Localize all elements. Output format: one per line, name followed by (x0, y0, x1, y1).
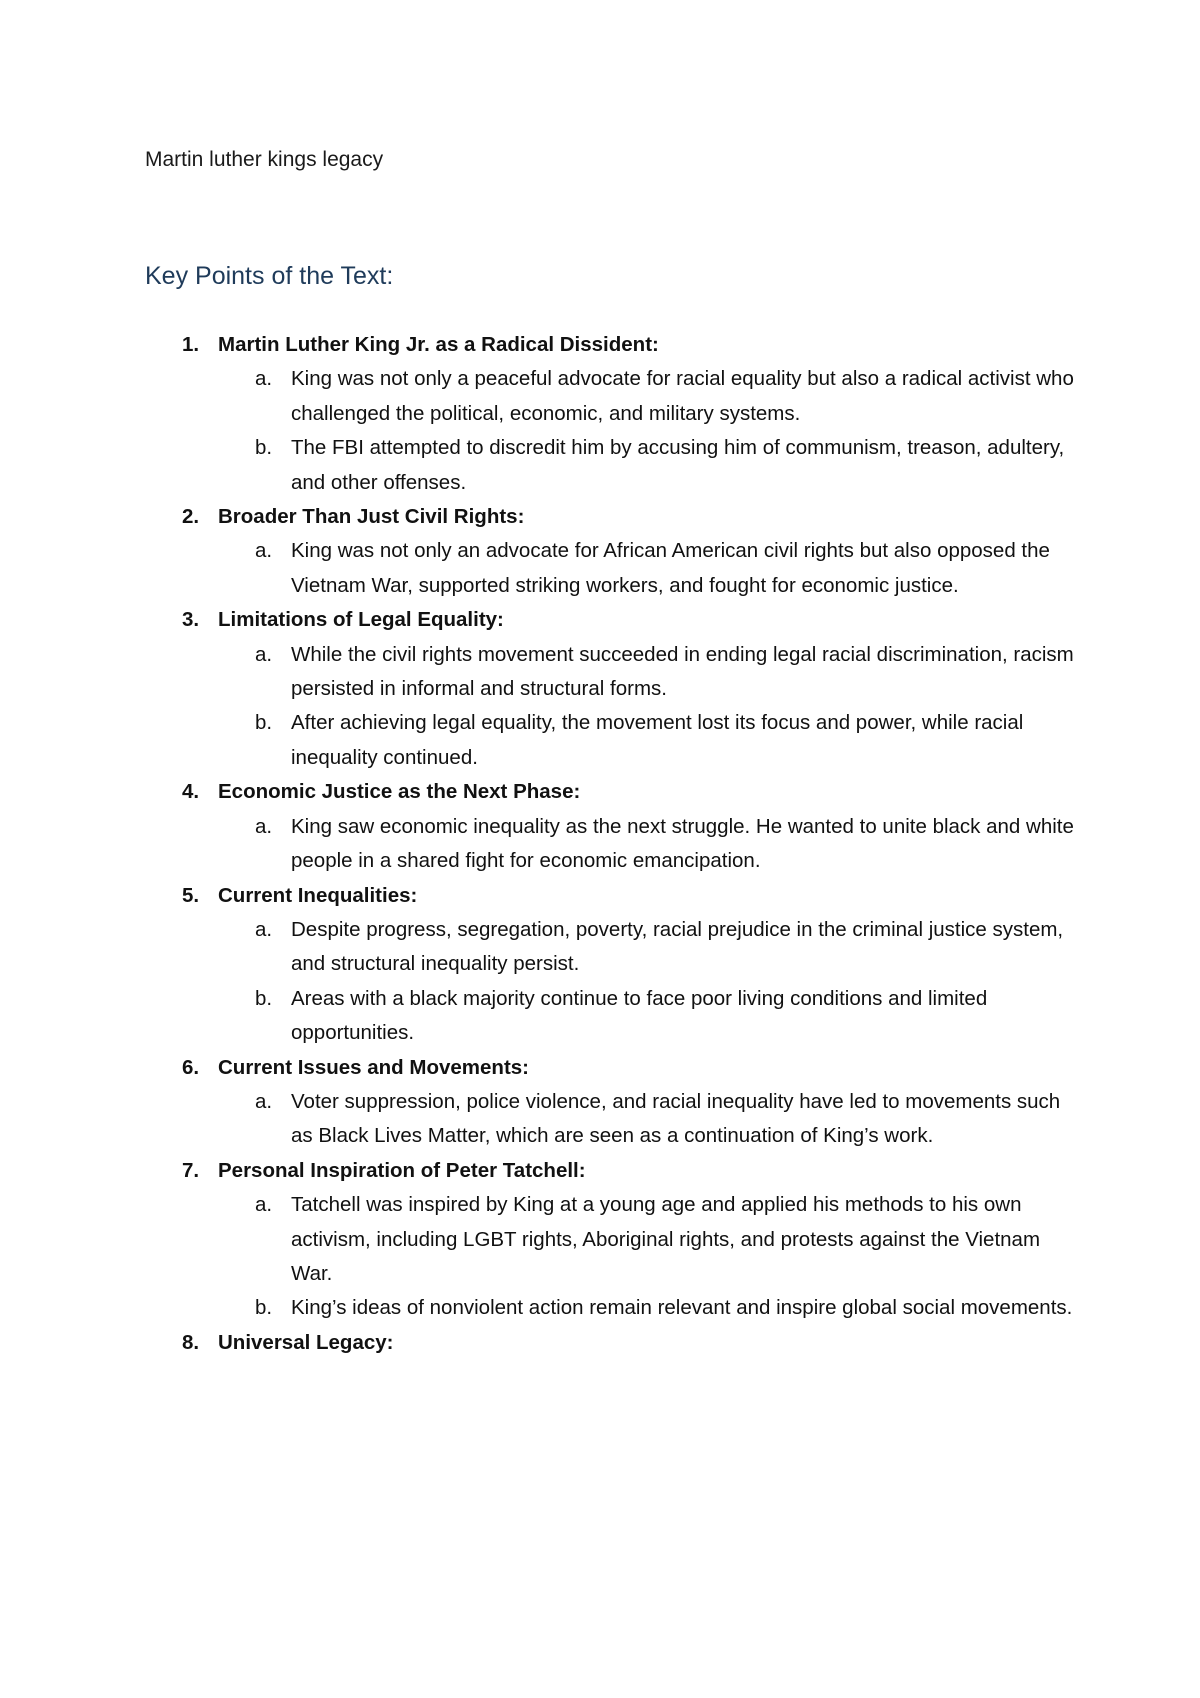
sub-point-list (145, 1085, 1085, 1154)
sub-point-list (145, 638, 1085, 776)
sub-point-text: Voter suppression, police violence, and racial inequality have led to movements such as Black Lives Matter, which are seen as a continuation of King’s work. (291, 1089, 1061, 1148)
sub-point-item (145, 1188, 1085, 1291)
key-point-title: Limitations of Legal Equality: (218, 608, 504, 632)
key-point-item (145, 1154, 1085, 1326)
key-point-number: 2. (182, 505, 200, 529)
sub-point-list (145, 534, 1085, 603)
key-point-number: 7. (182, 1158, 200, 1182)
key-point-number: 3. (182, 608, 200, 632)
sub-point-letter: b. (255, 711, 273, 735)
key-point-item (145, 603, 1085, 775)
key-point-heading (145, 1326, 1085, 1360)
sub-point-item (145, 810, 1085, 879)
sub-point-list (145, 362, 1085, 500)
sub-point-list (145, 913, 1085, 1051)
key-point-item (145, 1051, 1085, 1154)
sub-point-text: The FBI attempted to discredit him by accusing him of communism, treason, adultery, and other offenses. (291, 436, 1065, 494)
sub-point-letter: a. (255, 917, 273, 941)
sub-point-text: Tatchell was inspired by King at a young age and applied his methods to his own activism, including LGBT rights, Aboriginal rights, and protests against the Vietnam War. (291, 1193, 1041, 1285)
section-heading: Key Points of the Text: (145, 262, 394, 290)
key-point-heading (145, 1051, 1085, 1085)
sub-point-item (145, 431, 1085, 500)
key-point-item (145, 1326, 1085, 1360)
key-point-title: Current Issues and Movements: (218, 1055, 529, 1079)
key-point-title: Broader Than Just Civil Rights: (218, 505, 525, 529)
key-point-heading (145, 879, 1085, 913)
key-point-item (145, 879, 1085, 1051)
sub-point-letter: a. (255, 814, 273, 838)
key-point-title: Personal Inspiration of Peter Tatchell: (218, 1158, 586, 1182)
key-point-number: 6. (182, 1055, 200, 1079)
sub-point-text: King was not only a peaceful advocate for racial equality but also a radical activist who challenged the political, economic, and military systems. (291, 367, 1074, 425)
sub-point-list (145, 1188, 1085, 1326)
sub-point-text: After achieving legal equality, the movement lost its focus and power, while racial inequality continued. (291, 711, 1024, 769)
sub-point-text: While the civil rights movement succeeded in ending legal racial discrimination, racism persisted in informal and structural forms. (291, 642, 1074, 701)
sub-point-item (145, 1291, 1085, 1325)
key-point-item (145, 500, 1085, 603)
sub-point-letter: b. (255, 986, 273, 1010)
sub-point-item (145, 362, 1085, 431)
key-point-item (145, 775, 1085, 878)
sub-point-letter: a. (255, 367, 273, 391)
sub-point-item (145, 638, 1085, 707)
key-point-title: Universal Legacy: (218, 1330, 394, 1354)
sub-point-text: King’s ideas of nonviolent action remain relevant and inspire global social movements. (291, 1296, 1073, 1320)
sub-point-letter: b. (255, 436, 273, 460)
key-point-number: 5. (182, 883, 200, 907)
sub-point-text: Areas with a black majority continue to face poor living conditions and limited opportunities. (291, 986, 988, 1045)
sub-point-letter: a. (255, 642, 273, 666)
key-point-heading (145, 1154, 1085, 1188)
key-point-heading (145, 500, 1085, 534)
key-point-heading (145, 775, 1085, 809)
sub-point-item (145, 1085, 1085, 1154)
key-point-title: Martin Luther King Jr. as a Radical Dissident: (218, 333, 659, 356)
sub-point-text: King was not only an advocate for African American civil rights but also opposed the Vietnam War, supported striking workers, and fought for economic justice. (291, 539, 1050, 597)
sub-point-item (145, 913, 1085, 982)
sub-point-text: King saw economic inequality as the next struggle. He wanted to unite black and white people in a shared fight for economic emancipation. (291, 814, 1074, 873)
sub-point-letter: b. (255, 1296, 273, 1320)
key-point-item (145, 328, 1085, 500)
sub-point-letter: a. (255, 1089, 273, 1113)
sub-point-list (145, 810, 1085, 879)
key-point-number: 4. (182, 780, 200, 804)
sub-point-item (145, 706, 1085, 775)
sub-point-text: Despite progress, segregation, poverty, racial prejudice in the criminal justice system, and structural inequality persist. (291, 917, 1064, 976)
key-point-title: Economic Justice as the Next Phase: (218, 780, 581, 804)
key-point-title: Current Inequalities: (218, 883, 418, 907)
key-point-number: 1. (182, 333, 200, 356)
sub-point-letter: a. (255, 539, 273, 563)
sub-point-item (145, 534, 1085, 603)
key-point-number: 8. (182, 1330, 200, 1354)
key-point-heading (145, 328, 1085, 362)
key-point-heading (145, 603, 1085, 637)
document-title: Martin luther kings legacy (145, 148, 384, 171)
key-points-list (145, 328, 1085, 1360)
sub-point-item (145, 982, 1085, 1051)
sub-point-letter: a. (255, 1193, 273, 1217)
